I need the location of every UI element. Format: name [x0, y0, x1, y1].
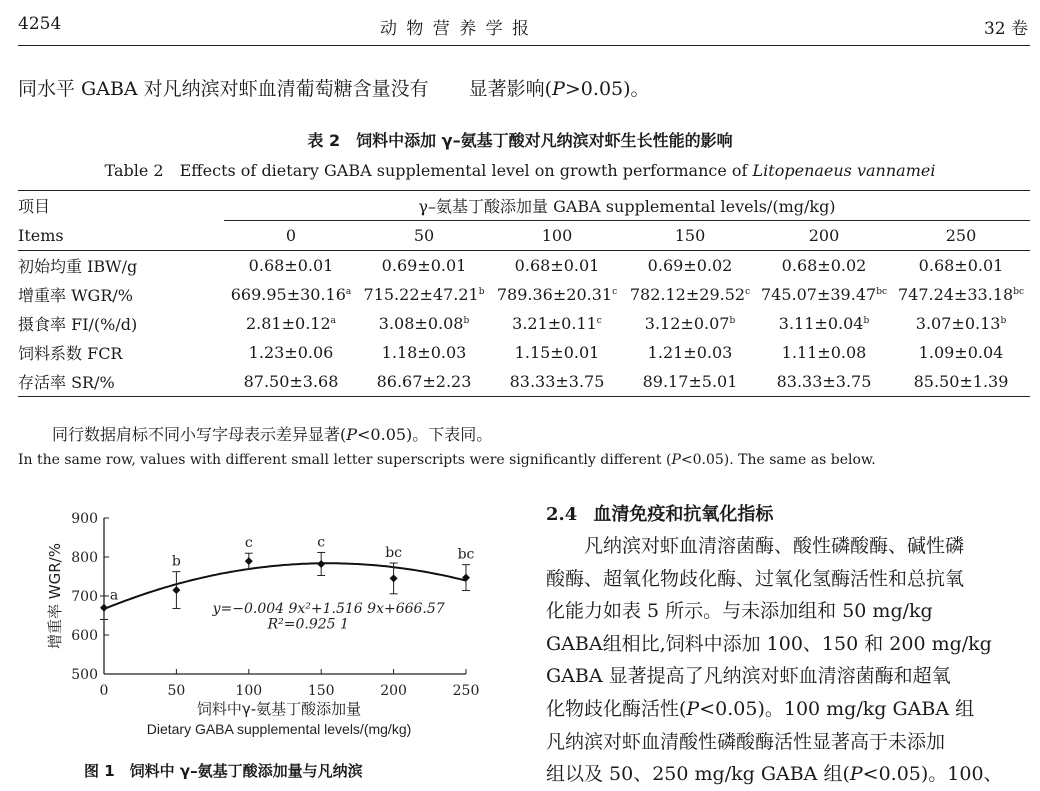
y-tick-label: 500 [71, 667, 98, 683]
level-header: 50 [413, 226, 435, 245]
section-heading: 2.4 血清免疫和抗氧化指标 [546, 504, 774, 525]
level-header: 0 [285, 226, 297, 245]
point-label: bc [457, 546, 475, 563]
row-label: 存活率 SR/% [18, 367, 224, 397]
table-cell: 1.18±0.03 [381, 343, 467, 362]
intro-line: 同水平 GABA 对凡纳滨对虾血清葡萄糖含量没有 显著影响(P>0.05)。 [18, 78, 650, 100]
body-line: 凡纳滨对虾血清酸性磷酸酶活性显著高于未添加 [546, 730, 946, 753]
data-point [245, 557, 253, 565]
x-tick-label: 100 [235, 683, 263, 699]
data-point [172, 586, 180, 594]
y-tick-label: 800 [71, 550, 98, 566]
body-line: 化物歧化酶活性(P<0.05)。100 mg/kg GABA 组 [546, 697, 975, 720]
x-axis-label-cn: 饲料中γ-氨基丁酸添加量 [196, 700, 362, 718]
point-label: c [317, 534, 326, 551]
body-line: 凡纳滨对虾血清溶菌酶、酸性磷酸酶、碱性磷 [546, 535, 965, 557]
section-body [546, 530, 1003, 791]
table-cell: 782.12±29.52$^c$ [629, 285, 751, 304]
table-cell: 83.33±3.75 [490, 367, 624, 397]
growth-performance-table [18, 190, 1030, 397]
volume-label: 32 卷 [983, 19, 1028, 39]
x-tick-label: 50 [167, 683, 186, 699]
table-cell: 87.50±3.68 [224, 367, 358, 397]
table-cell: 669.95±30.16$^a$ [230, 285, 352, 304]
y-tick-label: 700 [71, 589, 98, 605]
point-label: c [244, 535, 253, 552]
body-line: 酸酶、超氧化物歧化酶、过氧化氢酶活性和总抗氧 [546, 567, 965, 590]
x-axis-label-en: Dietary GABA supplemental levels/(mg/kg) [146, 721, 412, 737]
table-cell: 3.11±0.04$^b$ [778, 314, 870, 333]
level-header: 200 [808, 226, 840, 245]
x-tick-label: 250 [452, 683, 480, 699]
significance-superscript: c [745, 287, 751, 297]
data-point [390, 574, 398, 582]
x-tick-label: 150 [307, 683, 335, 699]
table-cell: 86.67±2.23 [358, 367, 490, 397]
table-row [18, 309, 1030, 338]
table-cell: 0.68±0.01 [892, 251, 1030, 281]
table-cell: 789.36±20.31$^c$ [496, 285, 618, 304]
table-cell: 747.24±33.18$^{bc}$ [897, 285, 1024, 304]
row-label: 初始均重 IBW/g [18, 251, 224, 281]
significance-superscript: b [863, 316, 870, 326]
row-label: 增重率 WGR/% [18, 286, 133, 305]
significance-superscript: c [596, 316, 602, 326]
r-squared: R²=0.925 1 [267, 616, 349, 633]
table-cell: 715.22±47.21$^b$ [363, 285, 485, 304]
significance-superscript: c [612, 287, 618, 297]
body-line: 组以及 50、250 mg/kg GABA 组(P<0.05)。100、 [546, 763, 1003, 786]
table-cell: 85.50±1.39 [892, 367, 1030, 397]
body-line: 化能力如表 5 所示。与未添加组和 50 mg/kg [546, 600, 933, 623]
body-line: GABA 显著提高了凡纳滨对虾血清溶菌酶和超氧 [546, 665, 951, 688]
significance-superscript: bc [1013, 287, 1024, 297]
table-row [18, 251, 1030, 281]
table-cell: 1.23±0.06 [248, 343, 334, 362]
significance-superscript: b [729, 316, 736, 326]
header-rule [18, 45, 1030, 46]
col-item-en: Items [18, 225, 64, 245]
significance-superscript: bc [876, 287, 887, 297]
table-cell: 1.11±0.08 [781, 343, 867, 362]
table-title-cn: 表 2 饲料中添加 γ–氨基丁酸对凡纳滨对虾生长性能的影响 [307, 131, 733, 150]
point-label: a [109, 587, 119, 604]
point-label: bc [385, 545, 403, 562]
significance-superscript: b [478, 287, 485, 297]
figure-caption: 图 1 饲料中 γ–氨基丁酸添加量与凡纳滨 [84, 762, 363, 780]
table-cell: 745.07±39.47$^{bc}$ [760, 285, 887, 304]
significance-superscript: a [345, 287, 352, 297]
table-cell: 83.33±3.75 [756, 367, 892, 397]
table-row [18, 367, 1030, 397]
significance-superscript: a [330, 316, 337, 326]
table-title-en: Table 2 Effects of dietary GABA supplemental level on growth performance of Litopenaeus vannamei [104, 161, 936, 180]
data-point [100, 604, 108, 612]
table-row [18, 338, 1030, 367]
group-header: γ–氨基丁酸添加量 GABA supplemental levels/(mg/kg) [224, 191, 1030, 221]
row-label: 饲料系数 FCR [18, 344, 123, 363]
table-cell: 3.08±0.08$^b$ [378, 314, 470, 333]
table-cell: 1.09±0.04 [918, 343, 1004, 362]
table-cell: 0.69±0.02 [624, 251, 756, 281]
y-tick-label: 600 [71, 628, 98, 644]
wgr-chart [18, 500, 498, 750]
journal-title: 动 物 营 养 学 报 [380, 19, 532, 39]
page-number: 4254 [18, 14, 62, 34]
col-item-cn: 项目 [18, 191, 224, 221]
data-point [317, 560, 325, 568]
table-cell: 89.17±5.01 [624, 367, 756, 397]
table-row [18, 280, 1030, 309]
table-cell: 3.07±0.13$^b$ [915, 314, 1007, 333]
table-note-en: In the same row, values with different small letter superscripts were significantly different (P<0.05). The same as below. [18, 452, 876, 468]
table-cell: 0.68±0.01 [224, 251, 358, 281]
table-cell: 0.68±0.01 [490, 251, 624, 281]
significance-superscript: b [1000, 316, 1007, 326]
table-cell: 0.68±0.02 [756, 251, 892, 281]
table-cell: 3.21±0.11$^c$ [512, 314, 602, 333]
row-label: 摄食率 FI/(%/d) [18, 315, 138, 334]
y-axis-label: 增重率 WGR/% [46, 543, 64, 649]
level-header: 250 [945, 226, 977, 245]
x-tick-label: 200 [380, 683, 407, 699]
y-tick-label: 900 [71, 511, 98, 527]
table-note-cn: 同行数据肩标不同小写字母表示差异显著(P<0.05)。下表同。 [52, 425, 493, 444]
table-cell: 1.15±0.01 [514, 343, 600, 362]
table-cell: 3.12±0.07$^b$ [644, 314, 736, 333]
table-cell: 1.21±0.03 [647, 343, 733, 362]
level-header: 100 [541, 226, 573, 245]
level-header: 150 [674, 226, 706, 245]
fit-equation: y=−0.004 9x²+1.516 9x+666.57 [212, 600, 445, 617]
table-cell: 2.81±0.12$^a$ [245, 314, 337, 333]
significance-superscript: b [463, 316, 470, 326]
x-tick-label: 0 [99, 683, 109, 699]
point-label: b [171, 553, 181, 570]
table-cell: 0.69±0.01 [358, 251, 490, 281]
body-line: GABA组相比,饲料中添加 100、150 和 200 mg/kg [546, 632, 992, 655]
